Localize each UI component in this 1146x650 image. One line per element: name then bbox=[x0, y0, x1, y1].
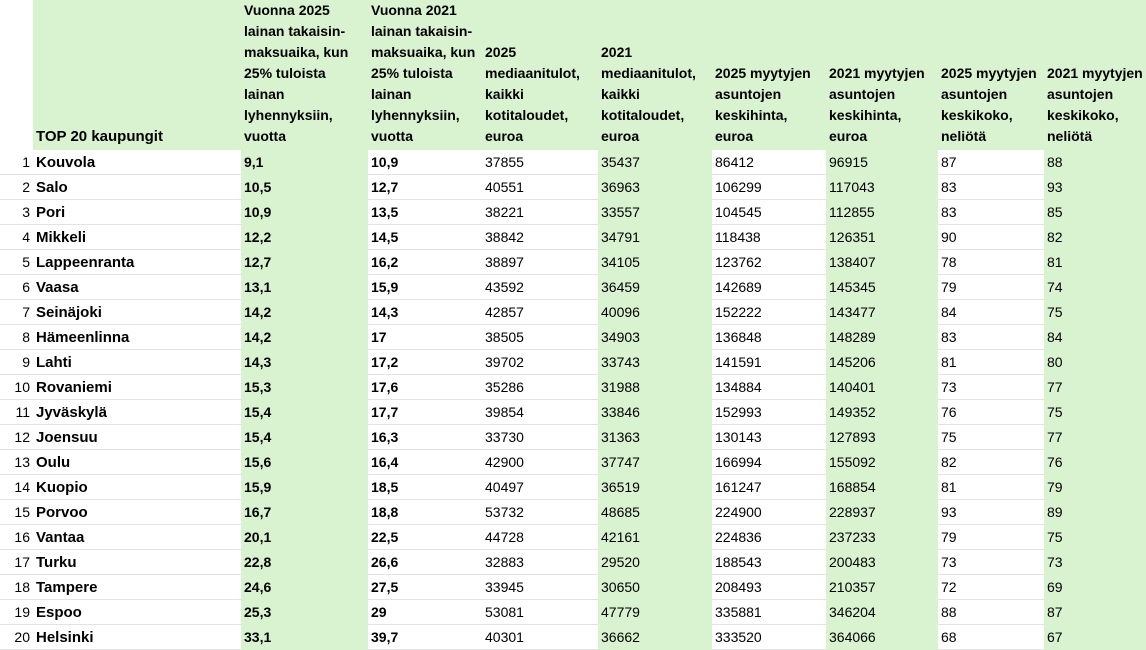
cell-payback-2025[interactable]: 10,9 bbox=[241, 200, 368, 225]
cell-size-2021[interactable]: 77 bbox=[1044, 375, 1146, 400]
cell-size-2025[interactable]: 90 bbox=[938, 225, 1044, 250]
row-number: 13 bbox=[0, 450, 33, 475]
cell-payback-2021[interactable]: 18,5 bbox=[368, 475, 482, 500]
cell-income-2021[interactable]: 36519 bbox=[598, 475, 712, 500]
cell-income-2021[interactable]: 36662 bbox=[598, 625, 712, 650]
cell-price-2021[interactable]: 200483 bbox=[826, 550, 938, 575]
cell-income-2021[interactable]: 30650 bbox=[598, 575, 712, 600]
cell-size-2025[interactable]: 76 bbox=[938, 400, 1044, 425]
cell-income-2025[interactable]: 43592 bbox=[482, 275, 598, 300]
cell-price-2021[interactable]: 127893 bbox=[826, 425, 938, 450]
cell-income-2025[interactable]: 39702 bbox=[482, 350, 598, 375]
cell-income-2025[interactable]: 35286 bbox=[482, 375, 598, 400]
row-number: 5 bbox=[0, 250, 33, 275]
cell-income-2025[interactable]: 38505 bbox=[482, 325, 598, 350]
cell-price-2021[interactable]: 143477 bbox=[826, 300, 938, 325]
cell-size-2021[interactable]: 84 bbox=[1044, 325, 1146, 350]
cell-income-2025[interactable]: 33945 bbox=[482, 575, 598, 600]
cell-size-2021[interactable]: 87 bbox=[1044, 600, 1146, 625]
table-row bbox=[0, 200, 1146, 225]
cell-size-2021[interactable]: 85 bbox=[1044, 200, 1146, 225]
cell-size-2021[interactable]: 69 bbox=[1044, 575, 1146, 600]
cell-price-2021[interactable]: 126351 bbox=[826, 225, 938, 250]
cell-size-2021[interactable]: 73 bbox=[1044, 550, 1146, 575]
header-income-2025[interactable]: 2025 mediaanitulot, kaikki kotitaloudet, euroa bbox=[482, 0, 598, 150]
cell-price-2021[interactable]: 364066 bbox=[826, 625, 938, 650]
cell-payback-2021[interactable]: 16,3 bbox=[368, 425, 482, 450]
cell-payback-2021[interactable]: 14,5 bbox=[368, 225, 482, 250]
cell-payback-2021[interactable]: 13,5 bbox=[368, 200, 482, 225]
cell-payback-2025[interactable]: 14,2 bbox=[241, 325, 368, 350]
cell-size-2025[interactable]: 73 bbox=[938, 550, 1044, 575]
table-row bbox=[0, 350, 1146, 375]
cell-city[interactable]: Joensuu bbox=[33, 425, 241, 450]
cell-income-2021[interactable]: 36963 bbox=[598, 175, 712, 200]
cell-city[interactable]: Kuopio bbox=[33, 475, 241, 500]
cell-income-2025[interactable]: 38842 bbox=[482, 225, 598, 250]
cell-income-2025[interactable]: 38897 bbox=[482, 250, 598, 275]
cell-price-2021[interactable]: 237233 bbox=[826, 525, 938, 550]
cell-size-2021[interactable]: 93 bbox=[1044, 175, 1146, 200]
cell-income-2021[interactable]: 34105 bbox=[598, 250, 712, 275]
cell-size-2021[interactable]: 80 bbox=[1044, 350, 1146, 375]
cell-size-2025[interactable]: 72 bbox=[938, 575, 1044, 600]
cell-payback-2021[interactable]: 29 bbox=[368, 600, 482, 625]
cell-price-2021[interactable]: 346204 bbox=[826, 600, 938, 625]
cell-price-2025[interactable]: 188543 bbox=[712, 550, 826, 575]
table-row bbox=[0, 275, 1146, 300]
cell-size-2021[interactable]: 89 bbox=[1044, 500, 1146, 525]
cell-city[interactable]: Kouvola bbox=[33, 150, 241, 175]
row-number: 7 bbox=[0, 300, 33, 325]
table-row bbox=[0, 250, 1146, 275]
cell-city[interactable]: Lappeenranta bbox=[33, 250, 241, 275]
cell-size-2025[interactable]: 83 bbox=[938, 200, 1044, 225]
cell-size-2021[interactable]: 75 bbox=[1044, 300, 1146, 325]
cell-income-2025[interactable]: 42857 bbox=[482, 300, 598, 325]
cell-city[interactable]: Helsinki bbox=[33, 625, 241, 650]
header-price-2025[interactable]: 2025 myytyjen asuntojen keskihinta, euroa bbox=[712, 0, 826, 150]
cell-city[interactable]: Oulu bbox=[33, 450, 241, 475]
table-row bbox=[0, 600, 1146, 625]
header-size-2021[interactable]: 2021 myytyjen asuntojen keskikoko, neliötä bbox=[1044, 0, 1146, 150]
table-row bbox=[0, 475, 1146, 500]
cell-payback-2021[interactable]: 26,6 bbox=[368, 550, 482, 575]
row-number: 15 bbox=[0, 500, 33, 525]
cell-income-2025[interactable]: 37855 bbox=[482, 150, 598, 175]
cell-price-2025[interactable]: 134884 bbox=[712, 375, 826, 400]
cell-payback-2021[interactable]: 12,7 bbox=[368, 175, 482, 200]
cell-size-2025[interactable]: 84 bbox=[938, 300, 1044, 325]
row-number: 18 bbox=[0, 575, 33, 600]
cell-price-2025[interactable]: 142689 bbox=[712, 275, 826, 300]
cell-payback-2025[interactable]: 15,4 bbox=[241, 425, 368, 450]
row-number: 1 bbox=[0, 150, 33, 175]
cell-city[interactable]: Jyväskylä bbox=[33, 400, 241, 425]
cell-size-2021[interactable]: 76 bbox=[1044, 450, 1146, 475]
cell-income-2025[interactable]: 44728 bbox=[482, 525, 598, 550]
cell-size-2025[interactable]: 79 bbox=[938, 275, 1044, 300]
cell-city[interactable]: Mikkeli bbox=[33, 225, 241, 250]
cell-size-2021[interactable]: 75 bbox=[1044, 525, 1146, 550]
row-number: 2 bbox=[0, 175, 33, 200]
cell-price-2021[interactable]: 149352 bbox=[826, 400, 938, 425]
cell-payback-2025[interactable]: 12,2 bbox=[241, 225, 368, 250]
cell-income-2021[interactable]: 42161 bbox=[598, 525, 712, 550]
cell-price-2021[interactable]: 112855 bbox=[826, 200, 938, 225]
cell-price-2021[interactable]: 117043 bbox=[826, 175, 938, 200]
cell-payback-2021[interactable]: 10,9 bbox=[368, 150, 482, 175]
cell-price-2025[interactable]: 106299 bbox=[712, 175, 826, 200]
cell-size-2021[interactable]: 81 bbox=[1044, 250, 1146, 275]
cell-income-2025[interactable]: 39854 bbox=[482, 400, 598, 425]
row-number: 10 bbox=[0, 375, 33, 400]
cell-price-2025[interactable]: 208493 bbox=[712, 575, 826, 600]
cell-price-2025[interactable]: 333520 bbox=[712, 625, 826, 650]
cell-size-2025[interactable]: 83 bbox=[938, 175, 1044, 200]
cell-size-2021[interactable]: 88 bbox=[1044, 150, 1146, 175]
cell-payback-2025[interactable]: 24,6 bbox=[241, 575, 368, 600]
cell-size-2021[interactable]: 77 bbox=[1044, 425, 1146, 450]
cell-city[interactable]: Rovaniemi bbox=[33, 375, 241, 400]
cell-price-2025[interactable]: 152993 bbox=[712, 400, 826, 425]
cell-income-2025[interactable]: 40497 bbox=[482, 475, 598, 500]
header-row bbox=[0, 0, 1146, 150]
cell-income-2021[interactable]: 33846 bbox=[598, 400, 712, 425]
cell-payback-2021[interactable]: 17 bbox=[368, 325, 482, 350]
cell-income-2021[interactable]: 34791 bbox=[598, 225, 712, 250]
header-payback-2025[interactable]: Vuonna 2025 lainan takaisin-maksuaika, kun 25% tuloista lainan lyhennyksiin, vuotta bbox=[241, 0, 368, 150]
cell-payback-2025[interactable]: 33,1 bbox=[241, 625, 368, 650]
row-number: 16 bbox=[0, 525, 33, 550]
cell-size-2021[interactable]: 79 bbox=[1044, 475, 1146, 500]
cell-size-2021[interactable]: 82 bbox=[1044, 225, 1146, 250]
cell-payback-2025[interactable]: 16,7 bbox=[241, 500, 368, 525]
cell-city[interactable]: Vaasa bbox=[33, 275, 241, 300]
cell-size-2021[interactable]: 74 bbox=[1044, 275, 1146, 300]
table-row bbox=[0, 400, 1146, 425]
cell-payback-2021[interactable]: 18,8 bbox=[368, 500, 482, 525]
cell-income-2021[interactable]: 40096 bbox=[598, 300, 712, 325]
cell-price-2021[interactable]: 228937 bbox=[826, 500, 938, 525]
cell-price-2025[interactable]: 166994 bbox=[712, 450, 826, 475]
cell-size-2021[interactable]: 67 bbox=[1044, 625, 1146, 650]
cell-city[interactable]: Hämeenlinna bbox=[33, 325, 241, 350]
row-number: 20 bbox=[0, 625, 33, 650]
table-row bbox=[0, 375, 1146, 400]
cell-payback-2021[interactable]: 14,3 bbox=[368, 300, 482, 325]
cell-price-2025[interactable]: 335881 bbox=[712, 600, 826, 625]
cell-price-2025[interactable]: 224900 bbox=[712, 500, 826, 525]
table-row bbox=[0, 425, 1146, 450]
row-number: 3 bbox=[0, 200, 33, 225]
cell-income-2025[interactable]: 38221 bbox=[482, 200, 598, 225]
row-number: 19 bbox=[0, 600, 33, 625]
cell-income-2025[interactable]: 53732 bbox=[482, 500, 598, 525]
table-row bbox=[0, 225, 1146, 250]
cell-payback-2025[interactable]: 12,7 bbox=[241, 250, 368, 275]
cell-income-2021[interactable]: 34903 bbox=[598, 325, 712, 350]
cell-payback-2025[interactable]: 20,1 bbox=[241, 525, 368, 550]
cell-income-2021[interactable]: 36459 bbox=[598, 275, 712, 300]
cell-size-2025[interactable]: 68 bbox=[938, 625, 1044, 650]
cell-city[interactable]: Lahti bbox=[33, 350, 241, 375]
cell-size-2025[interactable]: 83 bbox=[938, 325, 1044, 350]
cell-price-2025[interactable]: 161247 bbox=[712, 475, 826, 500]
cell-payback-2025[interactable]: 15,4 bbox=[241, 400, 368, 425]
cell-price-2025[interactable]: 123762 bbox=[712, 250, 826, 275]
table-row bbox=[0, 550, 1146, 575]
cell-city[interactable]: Espoo bbox=[33, 600, 241, 625]
cell-income-2025[interactable]: 40301 bbox=[482, 625, 598, 650]
cell-city[interactable]: Vantaa bbox=[33, 525, 241, 550]
cell-income-2025[interactable]: 40551 bbox=[482, 175, 598, 200]
cell-price-2021[interactable]: 168854 bbox=[826, 475, 938, 500]
cell-size-2025[interactable]: 75 bbox=[938, 425, 1044, 450]
cell-price-2025[interactable]: 152222 bbox=[712, 300, 826, 325]
cell-price-2025[interactable]: 130143 bbox=[712, 425, 826, 450]
cell-payback-2021[interactable]: 39,7 bbox=[368, 625, 482, 650]
row-number-header bbox=[0, 0, 33, 150]
cell-payback-2021[interactable]: 17,2 bbox=[368, 350, 482, 375]
cell-price-2021[interactable]: 145345 bbox=[826, 275, 938, 300]
header-payback-2021[interactable]: Vuonna 2021 lainan takaisin-maksuaika, kun 25% tuloista lainan lyhennyksiin, vuotta bbox=[368, 0, 482, 150]
cell-size-2025[interactable]: 88 bbox=[938, 600, 1044, 625]
cell-payback-2025[interactable]: 25,3 bbox=[241, 600, 368, 625]
cell-price-2021[interactable]: 145206 bbox=[826, 350, 938, 375]
header-size-2025[interactable]: 2025 myytyjen asuntojen keskikoko, neliötä bbox=[938, 0, 1044, 150]
cell-size-2025[interactable]: 73 bbox=[938, 375, 1044, 400]
cell-payback-2021[interactable]: 16,4 bbox=[368, 450, 482, 475]
cell-price-2025[interactable]: 104545 bbox=[712, 200, 826, 225]
cell-price-2021[interactable]: 155092 bbox=[826, 450, 938, 475]
cell-price-2021[interactable]: 140401 bbox=[826, 375, 938, 400]
cell-payback-2021[interactable]: 16,2 bbox=[368, 250, 482, 275]
row-number: 12 bbox=[0, 425, 33, 450]
cell-payback-2025[interactable]: 9,1 bbox=[241, 150, 368, 175]
cell-payback-2021[interactable]: 17,6 bbox=[368, 375, 482, 400]
cell-income-2021[interactable]: 35437 bbox=[598, 150, 712, 175]
cell-payback-2021[interactable]: 27,5 bbox=[368, 575, 482, 600]
cell-price-2025[interactable]: 86412 bbox=[712, 150, 826, 175]
cell-income-2021[interactable]: 33743 bbox=[598, 350, 712, 375]
cell-income-2025[interactable]: 33730 bbox=[482, 425, 598, 450]
cell-size-2025[interactable]: 81 bbox=[938, 475, 1044, 500]
cell-price-2021[interactable]: 148289 bbox=[826, 325, 938, 350]
cell-payback-2025[interactable]: 14,2 bbox=[241, 300, 368, 325]
cell-income-2021[interactable]: 37747 bbox=[598, 450, 712, 475]
cell-payback-2021[interactable]: 17,7 bbox=[368, 400, 482, 425]
table-row bbox=[0, 500, 1146, 525]
row-number: 4 bbox=[0, 225, 33, 250]
table-row bbox=[0, 150, 1146, 175]
row-number: 17 bbox=[0, 550, 33, 575]
table-row bbox=[0, 450, 1146, 475]
cell-income-2025[interactable]: 42900 bbox=[482, 450, 598, 475]
cell-payback-2021[interactable]: 22,5 bbox=[368, 525, 482, 550]
cell-payback-2025[interactable]: 14,3 bbox=[241, 350, 368, 375]
header-city[interactable]: TOP 20 kaupungit bbox=[33, 0, 241, 150]
cell-income-2021[interactable]: 33557 bbox=[598, 200, 712, 225]
cell-city[interactable]: Seinäjoki bbox=[33, 300, 241, 325]
cell-city[interactable]: Porvoo bbox=[33, 500, 241, 525]
table-row bbox=[0, 175, 1146, 200]
cell-price-2021[interactable]: 96915 bbox=[826, 150, 938, 175]
cell-price-2021[interactable]: 138407 bbox=[826, 250, 938, 275]
cell-city[interactable]: Turku bbox=[33, 550, 241, 575]
cell-price-2025[interactable]: 224836 bbox=[712, 525, 826, 550]
cell-size-2025[interactable]: 82 bbox=[938, 450, 1044, 475]
cell-price-2025[interactable]: 141591 bbox=[712, 350, 826, 375]
cell-size-2025[interactable]: 81 bbox=[938, 350, 1044, 375]
table-row bbox=[0, 300, 1146, 325]
cell-city[interactable]: Salo bbox=[33, 175, 241, 200]
row-number: 8 bbox=[0, 325, 33, 350]
header-income-2021[interactable]: 2021 mediaanitulot, kaikki kotitaloudet, euroa bbox=[598, 0, 712, 150]
cell-income-2021[interactable]: 48685 bbox=[598, 500, 712, 525]
row-number: 9 bbox=[0, 350, 33, 375]
cell-payback-2025[interactable]: 15,3 bbox=[241, 375, 368, 400]
cell-income-2021[interactable]: 31988 bbox=[598, 375, 712, 400]
cell-payback-2021[interactable]: 15,9 bbox=[368, 275, 482, 300]
cell-payback-2025[interactable]: 10,5 bbox=[241, 175, 368, 200]
table-row bbox=[0, 325, 1146, 350]
cell-income-2021[interactable]: 31363 bbox=[598, 425, 712, 450]
table-row bbox=[0, 525, 1146, 550]
cell-size-2025[interactable]: 87 bbox=[938, 150, 1044, 175]
cell-payback-2025[interactable]: 15,6 bbox=[241, 450, 368, 475]
cell-payback-2025[interactable]: 15,9 bbox=[241, 475, 368, 500]
cell-payback-2025[interactable]: 13,1 bbox=[241, 275, 368, 300]
cell-price-2025[interactable]: 136848 bbox=[712, 325, 826, 350]
row-number: 14 bbox=[0, 475, 33, 500]
cell-size-2025[interactable]: 93 bbox=[938, 500, 1044, 525]
cell-price-2021[interactable]: 210357 bbox=[826, 575, 938, 600]
cell-city[interactable]: Tampere bbox=[33, 575, 241, 600]
row-number: 6 bbox=[0, 275, 33, 300]
table-row bbox=[0, 575, 1146, 600]
cell-payback-2025[interactable]: 22,8 bbox=[241, 550, 368, 575]
row-number: 11 bbox=[0, 400, 33, 425]
cell-income-2025[interactable]: 32883 bbox=[482, 550, 598, 575]
cell-size-2025[interactable]: 79 bbox=[938, 525, 1044, 550]
cell-income-2021[interactable]: 29520 bbox=[598, 550, 712, 575]
cell-size-2021[interactable]: 75 bbox=[1044, 400, 1146, 425]
cell-income-2025[interactable]: 53081 bbox=[482, 600, 598, 625]
cell-income-2021[interactable]: 47779 bbox=[598, 600, 712, 625]
cell-size-2025[interactable]: 78 bbox=[938, 250, 1044, 275]
cell-price-2025[interactable]: 118438 bbox=[712, 225, 826, 250]
header-price-2021[interactable]: 2021 myytyjen asuntojen keskihinta, euroa bbox=[826, 0, 938, 150]
table-row bbox=[0, 625, 1146, 650]
cell-city[interactable]: Pori bbox=[33, 200, 241, 225]
